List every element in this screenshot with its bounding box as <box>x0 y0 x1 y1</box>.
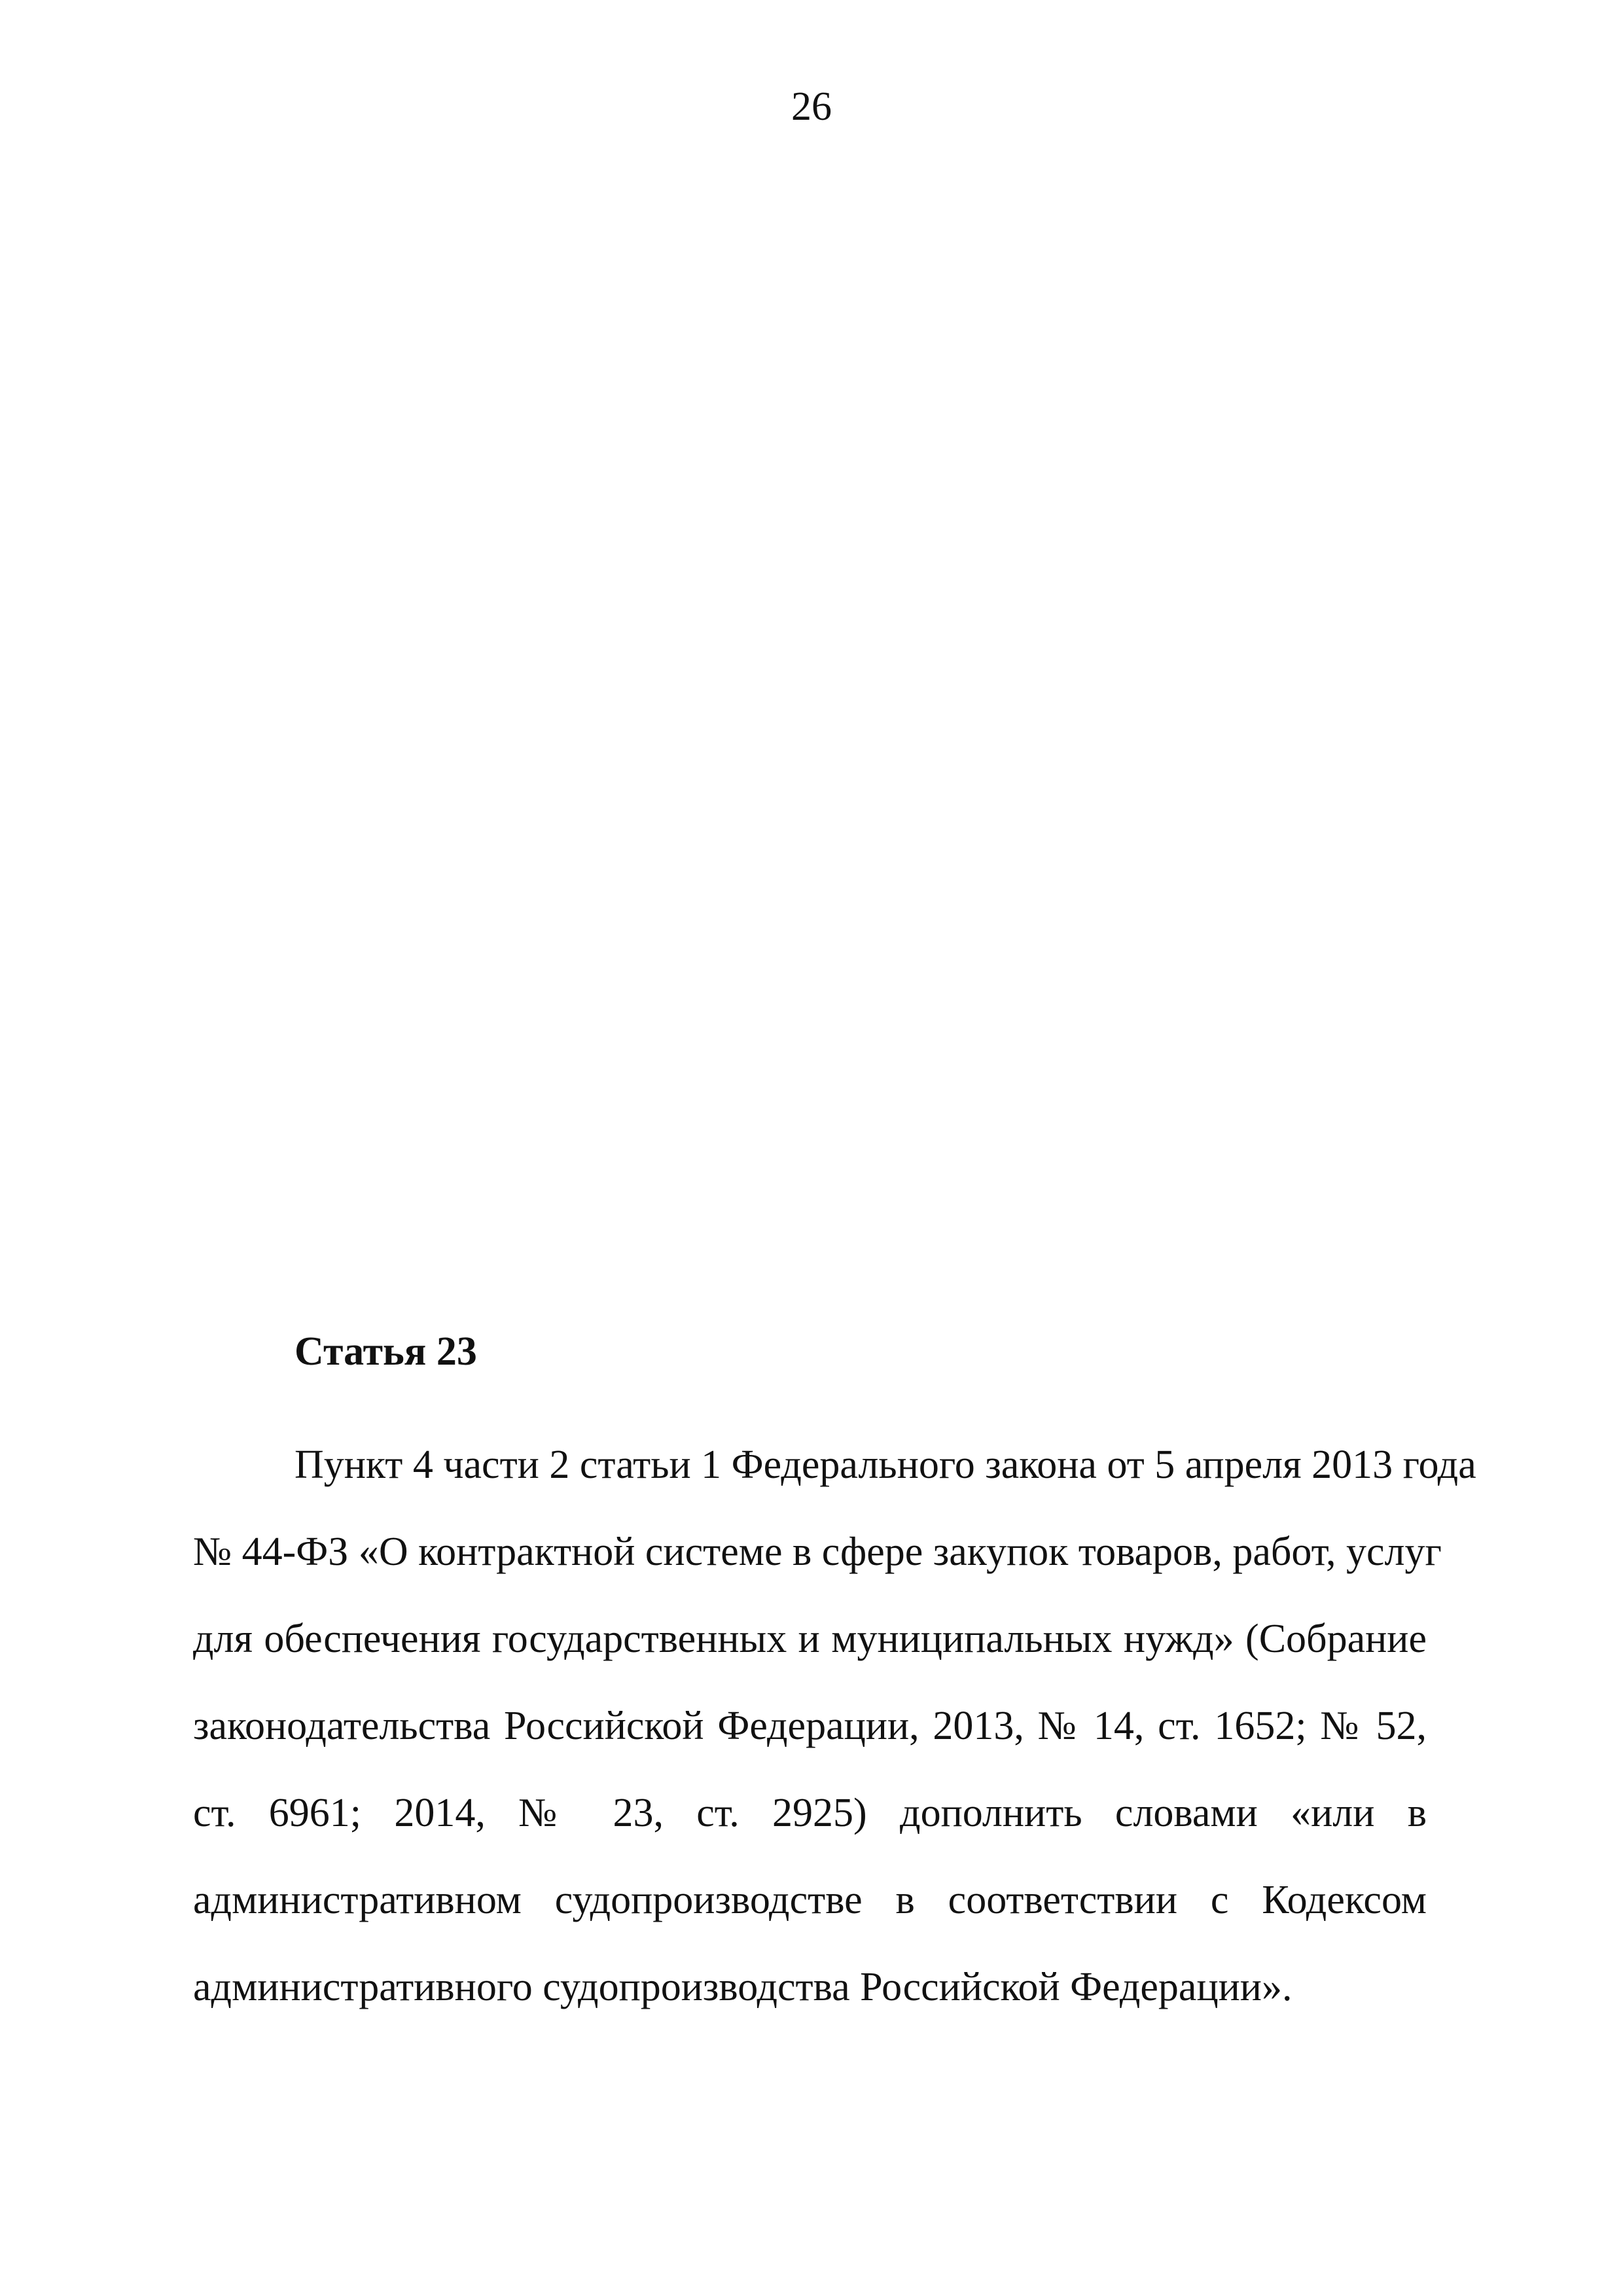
paragraph-line: законодательства Российской Федерации, 2013, № 14, ст. 1652; № 52, <box>193 1704 1427 1748</box>
paragraph-line: административном судопроизводстве в соответствии с Кодексом <box>193 1878 1427 1922</box>
paragraph-line: Пункт 4 части 2 статьи 1 Федерального закона от 5 апреля 2013 года <box>294 1443 1476 1487</box>
page-number: 26 <box>791 84 832 129</box>
article-heading: Статья 23 <box>294 1329 477 1374</box>
paragraph-line: № 44-ФЗ «О контрактной системе в сфере закупок товаров, работ, услуг <box>193 1530 1442 1574</box>
paragraph-line: для обеспечения государственных и муниципальных нужд» (Собрание <box>193 1617 1427 1661</box>
article-body <box>193 1422 1476 2031</box>
paragraph-line: административного судопроизводства Российской Федерации». <box>193 1965 1293 2009</box>
paragraph-line: ст. 6961; 2014, № 23, ст. 2925) дополнить словами «или в <box>193 1791 1427 1835</box>
